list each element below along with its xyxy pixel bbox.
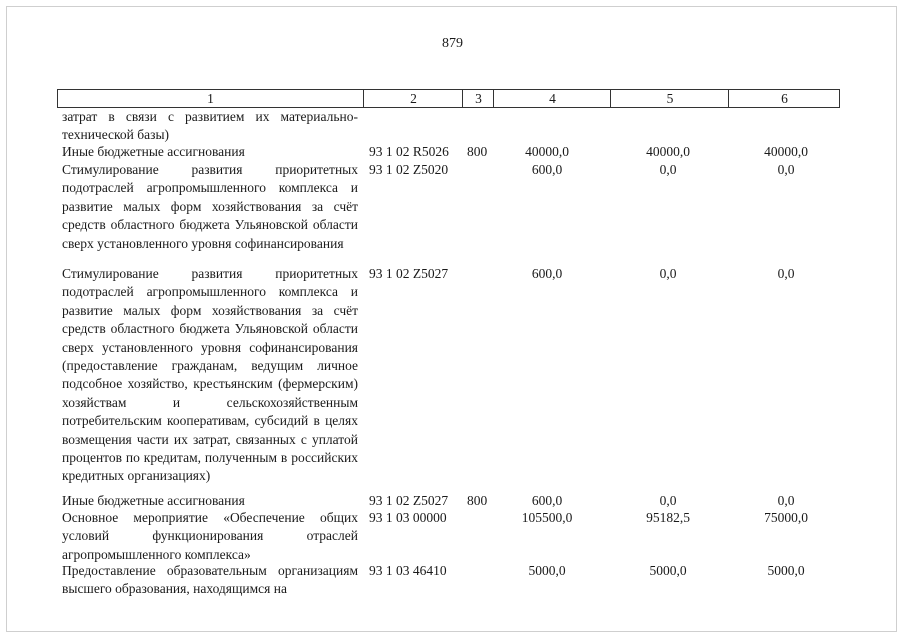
- table-row-value-col4: 5000,0: [528, 563, 566, 578]
- table-row-name: Основное мероприятие «Обеспечение общих условий функционирования отраслей агропромышленного комплекса»: [62, 510, 358, 562]
- column-header-2: 2: [363, 90, 463, 107]
- table-row-value-col5: 40000,0: [646, 144, 690, 159]
- column-header-5: 5: [610, 90, 729, 107]
- column-header-4: 4: [493, 90, 611, 107]
- table-row-code: 93 1 03 00000: [369, 510, 447, 525]
- table-row-value-col6: 40000,0: [764, 144, 808, 159]
- table-row-value-col4: 105500,0: [521, 510, 573, 525]
- table-row-value-col5: 95182,5: [646, 510, 690, 525]
- page-number: 879: [442, 36, 463, 51]
- table-row-expense-type: 800: [467, 144, 488, 159]
- table-row-code: 93 1 02 Z5027: [369, 266, 449, 281]
- table-row-expense-type: 800: [467, 493, 488, 508]
- table-row-name: затрат в связи с развитием их материально-технической базы): [62, 109, 358, 143]
- table-row-value-col4: 600,0: [531, 493, 563, 508]
- table-row-name: Стимулирование развития приоритетных подотраслей агропромышленного комплекса и развитие малых форм хозяйствования за счёт средств областного бюджета Ульяновской области сверх установленного уровня софинансирования: [62, 162, 358, 251]
- table-row-name: Иные бюджетные ассигнования: [62, 493, 245, 508]
- table-row-value-col5: 0,0: [659, 162, 677, 177]
- table-row-code: 93 1 02 Z5020: [369, 162, 449, 177]
- table-row-value-col6: 0,0: [777, 493, 795, 508]
- table-row-value-col4: 40000,0: [525, 144, 569, 159]
- table-row-code: 93 1 02 Z5027: [369, 493, 449, 508]
- table-row-value-col6: 5000,0: [767, 563, 805, 578]
- table-row-name: Предоставление образовательным организациям высшего образования, находящимся на: [62, 563, 358, 597]
- table-row-value-col6: 0,0: [777, 162, 795, 177]
- table-row-name: Иные бюджетные ассигнования: [62, 144, 245, 159]
- table-row-name: Стимулирование развития приоритетных подотраслей агропромышленного комплекса и развитие малых форм хозяйствования за счёт средств областного бюджета Ульяновской области сверх установленного уровня софинансирования (предоставление гражданам, ведущим личное подсобное хозяйство, крестьянским (фермерским) хозяйствам и сельскохозяйственным потребительским кооперативам, субсидий в целях возмещения части их затрат, связанных с уплатой процентов по кредитам, полученным в российских кредитных организациях): [62, 266, 358, 484]
- table-row-value-col5: 0,0: [659, 493, 677, 508]
- table-row-value-col4: 600,0: [531, 162, 563, 177]
- table-row-value-col6: 75000,0: [764, 510, 808, 525]
- table-row-code: 93 1 02 R5026: [369, 144, 449, 159]
- column-header-6: 6: [728, 90, 840, 107]
- column-header-1: 1: [207, 91, 214, 106]
- table-header: [57, 89, 840, 108]
- table-row-value-col5: 5000,0: [649, 563, 687, 578]
- table-row-value-col5: 0,0: [659, 266, 677, 281]
- table-row-value-col4: 600,0: [531, 266, 563, 281]
- table-row-value-col6: 0,0: [777, 266, 795, 281]
- table-row-code: 93 1 03 46410: [369, 563, 447, 578]
- column-header-3: 3: [462, 90, 494, 107]
